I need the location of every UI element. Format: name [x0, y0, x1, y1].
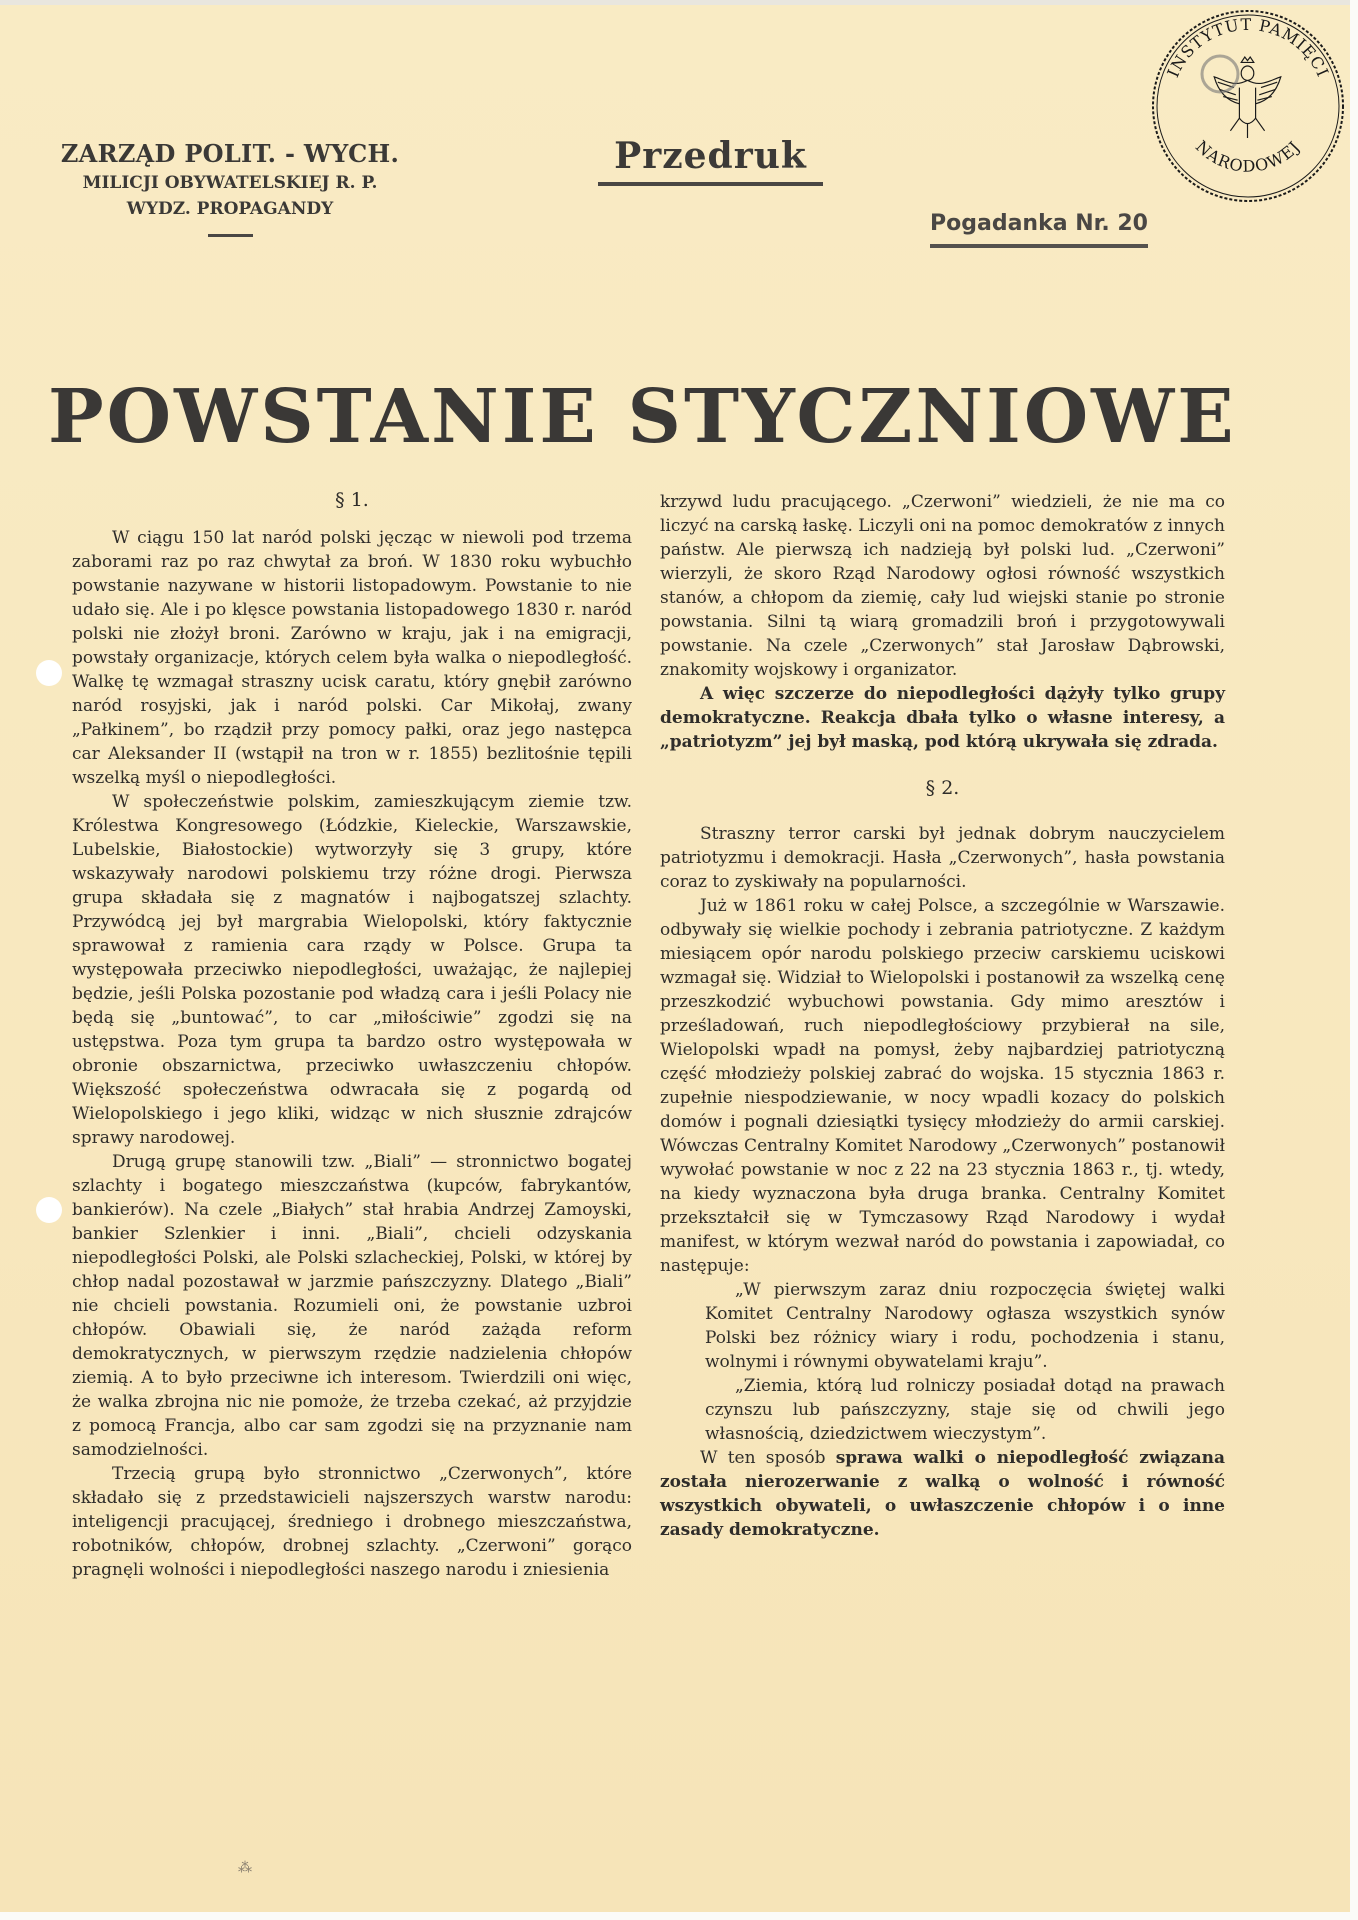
paragraph: Drugą grupę stanowili tzw. „Biali” — stronnictwo bogatej szlachty i bogatego mieszczaństwa (kupców, fabrykantów, bankierów). Na czele „Białych” stał hrabia Andrzej Zamoyski, bankier Szlenkier i inni. „Biali”, chcieli odzyskania niepodległości Polski, ale Polski szlacheckiej, Polski, w której by chłop nadal pozostawał w jarzmie pańszczyzny. Dlatego „Biali” nie chcieli powstania. Rozumieli oni, że powstanie uzbroi chłopów. Obawiali się, że naród zażąda reform demokratycznych, w pierwszym rzędzie nadzielenia chłopów ziemią. A to było przeciwne ich interesom. Twierdzili oni więc, że walka zbrojna nic nie pomoże, że trzeba czekać, aż przyjdzie z pomocą Francja, albo car sam zgodzi się na przyznanie nam samodzielności.	[72, 1152, 632, 1460]
scan-edge-bottom	[0, 1912, 1358, 1920]
reprint-label: Przedruk	[598, 134, 823, 186]
issuing-organization	[45, 138, 415, 237]
paper-blemish: ⁂	[238, 1860, 252, 1876]
divider	[208, 234, 253, 237]
punch-hole	[36, 660, 62, 686]
paragraph: Już w 1861 roku w całej Polsce, a szczególnie w Warszawie. odbywały się wielkie pochody i zebrania patriotyczne. Z każdym miesiącem opór narodu polskiego przeciw carskiemu uciskowi wzmagał się. Widział to Wielopolski i postanowił za wszelką cenę przeszkodzić wybuchowi powstania. Gdy mimo aresztów i prześladowań, ruch niepodległościowy przybierał na sile, Wielopolski wpadł na pomysł, żeby najbardziej patriotyczną część młodzieży polskiej zabrać do wojska. 15 stycznia 1863 r. zupełnie niespodziewanie, w nocy wpadli kozacy do polskich domów i pognali dziesiątki tysięcy młodzieży do armii carskiej. Wówczas Centralny Komitet Narodowy „Czerwonych” postanowił wywołać powstanie w noc z 22 na 23 stycznia 1863 r., tj. wtedy, na kiedy wyznaczona była druga branka. Centralny Komitet przekształcił się w Tymczasowy Rząd Narodowy i wydał manifest, w którym wezwał naród do powstania i zapowiadał, co następuje:	[660, 896, 1225, 1276]
archive-stamp	[1150, 8, 1346, 204]
final-paragraph-bold: sprawa walki o niepodległość związana została nierozerwanie z walką o wolność i równość wszystkich obywateli, o uwłaszczenie chłopów i o inne zasady demokratyczne.	[660, 1448, 1225, 1540]
section-1-heading: § 1.	[335, 489, 369, 511]
bold-conclusion-text: A więc szczerze do niepodległości dążyły tylko grupy demokratyczne. Reakcja dbała tylko o własne interesy, a „patriotyzm” jej był maską, pod którą ukrywała się zdrada.	[660, 684, 1225, 752]
bold-conclusion	[660, 682, 1225, 754]
org-line-2: MILICJI OBYWATELSKIEJ R. P.	[82, 173, 378, 193]
scan-edge-top	[0, 0, 1358, 5]
section-2-heading: § 2.	[925, 777, 960, 799]
manifest-quote: „Ziemia, którą lud rolniczy posiadał dotąd na prawach czynszu lub pańszczyzny, staje się od chwili jego własnością, dziedzictwem wieczystym”.	[705, 1376, 1225, 1444]
scan-edge-right	[1350, 0, 1358, 1920]
paragraph-continuation: krzywd ludu pracującego. „Czerwoni” wiedzieli, że nie ma co liczyć na carską łaskę. Liczyli oni na pomoc demokratów z innych państw. Ale pierwszą ich nadzieją był polski lud. „Czerwoni” wierzyli, że skoro Rząd Narodowy ogłosi równość wszystkich stanów, a chłopom da ziemię, cały lud wiejski stanie po stronie powstania. Silni tą wiarą gromadzili broń i przygotowywali powstanie. Na czele „Czerwonych” stał Jarosław Dąbrowski, znakomity wojskowy i organizator.	[660, 492, 1225, 680]
final-paragraph	[660, 1446, 1225, 1542]
paragraph: Straszny terror carski był jednak dobrym nauczycielem patriotyzmu i demokracji. Hasła „Czerwonych”, hasła powstania coraz to zyskiwały na popularności.	[660, 824, 1225, 892]
manifest-quote: „W pierwszym zaraz dniu rozpoczęcia świętej walki Komitet Centralny Narodowy ogłasza wszystkich synów Polski bez różnicy wiary i rodu, pochodzenia i stanu, wolnymi i równymi obywatelami kraju”.	[705, 1280, 1225, 1372]
paragraph: Trzecią grupą było stronnictwo „Czerwonych”, które składało się z przedstawicieli najszerszych warstw narodu: inteligencji pracującej, średniego i drobnego mieszczaństwa, robotników, chłopów, drobnej szlachty. „Czerwoni” gorąco pragnęli wolności i niepodległości naszego narodu i zniesienia	[72, 1464, 632, 1580]
paragraph: W społeczeństwie polskim, zamieszkującym ziemie tzw. Królestwa Kongresowego (Łódzkie, Kieleckie, Warszawskie, Lubelskie, Białostockie) wytworzyły się 3 grupy, które wskazywały narodowi polskiemu trzy różne drogi. Pierwsza grupa składała się z magnatów i najbogatszej szlachty. Przywódcą jej był margrabia Wielopolski, który faktycznie sprawował z ramienia cara rządy w Polsce. Grupa ta występowała przeciwko niepodległości, uważając, że najlepiej będzie, jeśli Polska pozostanie pod władzą cara i jeśli Polacy nie będą się „buntować”, to car „miłościwie” zgodzi się na ustępstwa. Poza tym grupa ta bardzo ostro występowała w obronie obszarnictwa, przeciwko uwłaszczeniu chłopów. Większość społeczeństwa odwracała się z pogardą od Wielopolskiego i jego kliki, widząc w nich słusznie zdrajców sprawy narodowej.	[72, 792, 632, 1148]
right-column	[660, 490, 1225, 1542]
punch-hole	[36, 1197, 62, 1223]
stamp-text-bottom: NARODOWEJ	[1191, 136, 1305, 176]
left-column	[72, 488, 632, 1582]
document-title: POWSTANIE STYCZNIOWE	[48, 374, 1237, 460]
org-line-1: ZARZĄD POLIT. - WYCH.	[60, 139, 400, 168]
paragraph: W ciągu 150 lat naród polski jęcząc w niewoli pod trzema zaborami raz po raz chwytał za broń. W 1830 roku wybuchło powstanie nazywane w historii listopadowym. Powstanie to nie udało się. Ale i po klęsce powstania listopadowego 1830 r. naród polski nie złożył broni. Zarówno w kraju, jak i na emigracji, powstały organizacje, których celem była walka o niepodległość. Walkę tę wzmagał straszny ucisk caratu, który gnębił zarówno naród rosyjski, jak i naród polski. Car Mikołaj, zwany „Pałkinem”, bo rządził przy pomocy pałki, oraz jego następca car Aleksander II (wstąpił na tron w r. 1855) bezlitośnie tępili wszelką myśl o niepodległości.	[72, 528, 632, 788]
stamp-text-top: INSTYTUT PAMIĘCI	[1163, 14, 1333, 81]
org-line-3: WYDZ. PROPAGANDY	[126, 199, 334, 219]
inventory-mark	[1202, 56, 1238, 92]
final-paragraph-lead: W ten sposób	[700, 1448, 836, 1468]
polish-eagle-icon	[1214, 57, 1281, 138]
series-number-label: Pogadanka Nr. 20	[930, 210, 1148, 248]
